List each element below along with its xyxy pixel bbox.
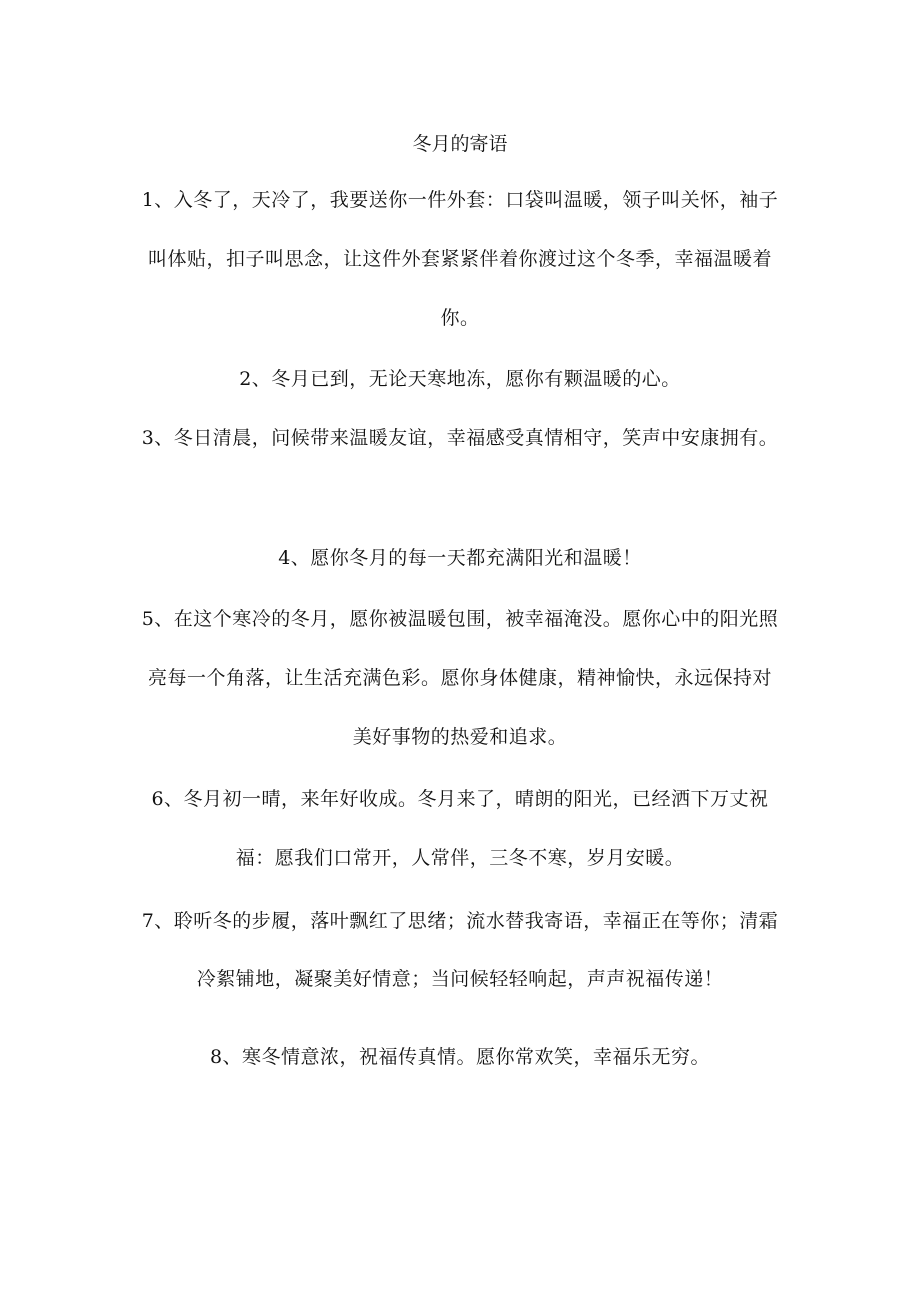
- paragraph-3: 3、冬日清晨，问候带来温暖友谊，幸福感受真情相守，笑声中安康拥有。: [141, 427, 779, 449]
- paragraph-2: 2、冬月已到，无论天寒地冻，愿你有颗温暖的心。: [239, 368, 681, 390]
- paragraph-4: 4、愿你冬月的每一天都充满阳光和温暖！: [278, 547, 642, 569]
- paragraph-1: 1、入冬了，天冷了，我要送你一件外套：口袋叫温暖，领子叫关怀，袖子叫体贴，扣子叫思念，让这件外套紧紧伴着你渡过这个冬季，幸福温暖着你。: [141, 189, 779, 329]
- paragraph-5: 5、在这个寒冷的冬月，愿你被温暖包围，被幸福淹没。愿你心中的阳光照亮每一个角落，让生活充满色彩。愿你身体健康，精神愉快，永远保持对美好事物的热爱和追求。: [141, 608, 779, 748]
- paragraph-6: 6、冬月初一晴，来年好收成。冬月来了，晴朗的阳光，已经洒下万丈祝福：愿我们口常开，人常伴，三冬不寒，岁月安暖。: [151, 788, 769, 869]
- page-title: 冬月的寄语: [412, 133, 508, 155]
- paragraph-8: 8、寒冬情意浓，祝福传真情。愿你常欢笑，幸福乐无穷。: [209, 1046, 711, 1068]
- paragraph-7: 7、聆听冬的步履，落叶飘红了思绪；流水替我寄语，幸福正在等你；清霜冷絮铺地，凝聚美好情意；当问候轻轻响起，声声祝福传递！: [141, 910, 779, 990]
